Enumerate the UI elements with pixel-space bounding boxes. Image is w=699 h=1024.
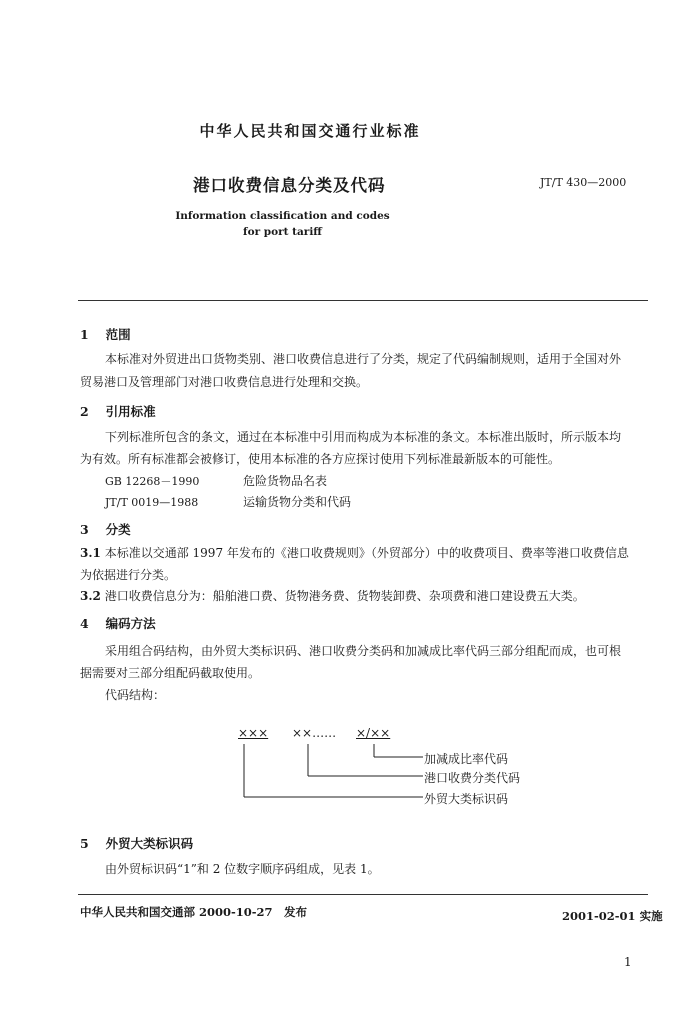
section-4-para-line2: 据需要对三部分组配码截取使用。: [80, 666, 261, 680]
section-4-title: 编码方法: [105, 616, 156, 631]
diagram-label-fee-class: 港口收费分类代码: [424, 771, 521, 785]
diagram-label-trade-category: 外贸大类标识码: [424, 792, 509, 806]
section-1-number: 1: [80, 327, 89, 342]
section-4-number: 4: [80, 616, 89, 631]
section-5-title: 外贸大类标识码: [105, 836, 194, 851]
code-segment-2: ××……: [292, 726, 337, 740]
clause-3-2-number: 3.2: [80, 589, 101, 603]
section-1-para-line1: 本标准对外贸进出口货物类别、港口收费信息进行了分类，规定了代码编制规则，适用于全国对外: [105, 352, 622, 366]
code-segment-1: ×××: [238, 726, 269, 740]
section-5-para: 由外贸标识码“1”和 2 位数字顺序码组成，见表 1。: [105, 862, 380, 876]
english-title-line1: Information classification and codes: [175, 210, 390, 222]
standard-number: JT/T 430—2000: [540, 176, 627, 189]
section-2-number: 2: [80, 404, 89, 419]
section-1-title: 范围: [105, 327, 131, 342]
section-3-number: 3: [80, 522, 89, 537]
section-1-para-line2: 贸易港口及管理部门对港口收费信息进行处理和交换。: [80, 375, 369, 389]
reference-code: JT/T 0019—1988: [105, 496, 199, 509]
section-5-number: 5: [80, 836, 89, 851]
clause-3-1-number: 3.1: [80, 546, 101, 560]
section-3-title: 分类: [105, 522, 131, 537]
page-number: 1: [624, 955, 632, 969]
reference-code: GB 12268－1990: [105, 475, 200, 488]
effective-date: 2001-02-01 实施: [562, 909, 663, 923]
standard-category: 中华人民共和国交通行业标准: [199, 122, 421, 140]
footer-rule: [78, 894, 648, 895]
section-5-heading: [80, 834, 193, 852]
code-segment-3: ×/××: [356, 726, 391, 740]
english-title-line2: for port tariff: [243, 226, 322, 238]
reference-name: 运输货物分类和代码: [243, 495, 352, 509]
section-2-para-line1: 下列标准所包含的条文，通过在本标准中引用而构成为本标准的条文。本标准出版时，所示版本均: [105, 430, 622, 444]
section-2-title: 引用标准: [105, 404, 156, 419]
reference-name: 危险货物品名表: [243, 474, 328, 488]
code-structure-label: 代码结构：: [105, 688, 166, 702]
document-title: 港口收费信息分类及代码: [193, 176, 386, 195]
clause-3-1-line2: 为依据进行分类。: [80, 568, 177, 582]
clause-3-1-text: 本标准以交通部 1997 年发布的《港口收费规则》（外贸部分）中的收费项目、费率等港口收费信息: [104, 546, 629, 560]
section-4-para-line1: 采用组合码结构，由外贸大类标识码、港口收费分类码和加减成比率代码三部分组配而成，也可根: [105, 644, 622, 658]
issuer-and-date: 中华人民共和国交通部 2000-10-27 发布: [80, 905, 308, 919]
clause-3-2-text: 港口收费信息分为：船舶港口费、货物港务费、货物装卸费、杂项费和港口建设费五大类。: [104, 589, 585, 603]
diagram-label-adjustment-rate: 加减成比率代码: [424, 752, 509, 766]
section-2-para-line2: 为有效。所有标准都会被修订，使用本标准的各方应探讨使用下列标准最新版本的可能性。: [80, 452, 561, 466]
